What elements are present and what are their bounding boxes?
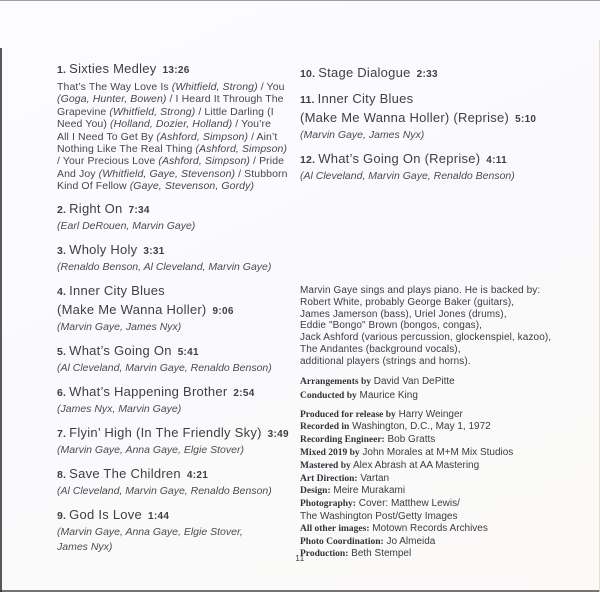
credit-label: All other images: [300,523,370,534]
track-writers: (Al Cleveland, Marvin Gaye, Renaldo Benson) [57,484,272,497]
track-writers: (Al Cleveland, Marvin Gaye, Renaldo Benson) [57,361,272,374]
track-number: 7. [57,427,67,440]
track-title-line [57,424,303,443]
track-writers: (James Nyx, Marvin Gaye) [57,402,182,415]
credit-value: Cover: Matthew Lewis/ [358,498,460,510]
tracklist-right-column [300,64,552,561]
track-duration: 5:41 [177,346,199,358]
personnel-line: James Jamerson (bass), Uriel Jones (drums), [300,308,507,320]
credit-line [300,485,552,498]
credit-line [300,460,552,473]
medley-writers: (Ashford, Simpson) [158,155,251,168]
medley-writers: (Holland, Dozier, Holland) [109,118,233,131]
track-subtitle: (Make Me Wanna Holler) (Reprise) [300,110,510,125]
track-writers: (Marvin Gaye, James Nyx) [57,320,182,333]
track-subtitle: (Make Me Wanna Holler) [57,301,207,317]
track-entry [57,424,303,458]
track-number: 3. [57,244,67,257]
track-entry [57,342,303,376]
medley-line [57,168,303,180]
track-writers: (Renaldo Benson, Al Cleveland, Marvin Gaye) [57,260,272,273]
track-title: What’s Going On (Reprise) [318,151,481,166]
track-entry [57,465,303,499]
medley-writers: (Ashford, Simpson) [156,130,249,143]
credit-label: Conducted by [300,390,357,401]
medley-song-title: / Little Darling (I [195,105,274,118]
track-writers: (Marvin Gaye, James Nyx) [300,129,425,141]
medley-writers: (Goga, Hunter, Bowen) [57,93,167,106]
medley-song-title: And Joy [57,167,99,180]
credit-value: Motown Records Archives [372,522,488,534]
track-writers: (Marvin Gaye, Anna Gaye, Elgie Stover, [57,525,243,538]
track-title: Inner City Blues [317,91,414,106]
credit-line [300,523,552,536]
track-title-line [57,241,303,260]
arrangement-credits [300,375,552,403]
track-entry [57,506,303,555]
personnel-line: additional players (strings and horns). [300,355,471,367]
track-number: 2. [57,203,67,216]
credit-value-continued: The Washington Post/Getty Images [300,510,458,522]
credit-label: Photo Coordination: [300,536,384,547]
medley-writers: (Gaye, Stevenson, Gordy) [129,180,255,193]
track-title: Flyin’ High (In The Friendly Sky) [69,424,262,440]
track-duration: 4:11 [486,155,507,166]
track-title: What’s Happening Brother [69,383,228,399]
track-duration: 5:10 [515,114,537,125]
credit-line [300,421,552,434]
personnel-line: Robert White, probably George Baker (guitars), [300,296,515,308]
medley-song-title: Kind Of Fellow [57,180,130,193]
track-title: Stage Dialogue [318,65,411,80]
credit-value: Alex Abrash at AA Mastering [352,459,480,471]
credit-value: Beth Stempel [351,548,412,560]
credit-value: David Van DePitte [373,375,455,387]
track-number: 9. [57,509,67,522]
track-duration: 13:26 [162,65,190,76]
personnel-note [300,285,552,368]
track-title: Right On [69,200,123,216]
track-title: Wholy Holy [69,241,138,257]
track-writers: (Al Cleveland, Marvin Gaye, Renaldo Benson) [300,170,515,182]
credit-line [300,434,552,447]
credit-label: Production: [300,549,349,560]
medley-writers: (Whitfield, Strong) [109,105,196,118]
medley-line [57,93,303,105]
track-title-line [57,200,303,219]
track-title-line [300,90,552,109]
scan-edge-left [0,48,2,592]
track-writers: James Nyx) [57,540,113,553]
personnel-line: The Andantes (background vocals), [300,343,461,355]
credit-value: Vartan [360,472,390,484]
medley-song-title: / Pride [250,155,285,168]
medley-song-title: Nothing Like The Real Thing [57,143,196,156]
credit-label: Mastered by [300,460,351,471]
medley-song-title: / You’re [232,118,272,131]
medley-line [57,180,303,192]
credit-line [300,409,552,422]
credit-line [300,447,552,460]
track-duration: 3:49 [267,428,289,440]
track-subtitle-line [300,109,552,128]
track-duration: 9:06 [212,305,234,317]
track-duration: 7:34 [128,204,150,216]
track-title: Sixties Medley [69,61,157,76]
credit-value: John Morales at M+M Mix Studios [362,446,514,458]
credit-label: Recorded in [300,422,350,433]
personnel-line: Eddie "Bongo" Brown (bongos, congas), [300,320,483,332]
track-duration: 2:54 [233,387,255,399]
credit-line [300,389,552,403]
track-entry [57,241,303,275]
track-entry [57,383,303,417]
credit-value: Washington, D.C., May 1, 1972 [352,421,491,433]
track-number: 6. [57,386,67,399]
medley-song-title: All I Need To Get By [57,130,157,143]
credit-label: Mixed 2019 by [300,447,360,458]
medley-line [57,131,303,143]
credit-line [300,536,552,549]
track-number: 4. [57,285,67,298]
credit-value: Maurice King [359,389,418,401]
medley-song-title: / You [257,81,285,93]
track-duration: 2:33 [416,69,438,80]
credit-value: Harry Weinger [398,408,463,420]
medley-writers: (Whitfield, Strong) [171,81,258,93]
track-title-line [57,342,303,361]
medley-line [57,155,303,167]
track-entry [300,90,552,143]
track-title-line [300,64,552,83]
track-writers: (Marvin Gaye, Anna Gaye, Elgie Stover) [57,443,244,456]
track-number: 11. [300,94,315,106]
credit-label: Produced for release by [300,409,396,420]
track-number: 10. [300,68,316,80]
credit-value: Meire Murakami [333,485,406,497]
track-title-line [57,60,303,79]
medley-song-title: / I Heard It Through The [166,93,284,106]
track-entry [300,64,552,83]
tracklist-left-column [57,60,303,562]
medley-writers: (Ashford, Simpson) [195,143,288,156]
scan-edge-top [0,0,600,1]
personnel-line: Jack Ashford (various percussion, glockenspiel, kazoo), [300,332,552,344]
credit-value: Bob Gratts [387,434,436,446]
track-number: 8. [57,468,67,481]
track-title-line [57,465,303,484]
medley-song-title: / Stubborn [235,167,288,180]
page-number: 11 [295,554,305,563]
track-title-line [57,282,303,301]
medley-song-title: That’s The Way Love Is [57,81,172,93]
credit-line [300,498,552,511]
tracks-left [57,60,303,555]
production-credits [300,409,552,562]
track-title-line [57,383,303,402]
track-entry [57,200,303,234]
track-title: God Is Love [69,506,143,522]
track-title: Save The Children [69,465,181,481]
track-entry [57,60,303,193]
credit-label: Photography: [300,499,356,510]
track-title: Inner City Blues [69,282,165,298]
track-title: What’s Going On [69,342,172,358]
track-entry [300,150,552,184]
credit-line [300,473,552,486]
track-title-line [300,150,552,169]
track-duration: 4:21 [186,469,209,481]
credit-label: Design: [300,486,331,497]
credit-label: Arrangements by [300,376,371,387]
medley-song-title: / Your Precious Love [57,155,159,168]
medley-line [57,81,303,93]
medley-line [57,118,303,130]
medley-line [57,106,303,118]
medley-songs [57,81,303,193]
medley-song-title: Need You) [57,118,110,131]
personnel-line: Marvin Gaye sings and plays piano. He is backed by: [300,285,541,296]
track-title-line [57,506,303,525]
track-duration: 3:31 [143,245,165,257]
medley-song-title: Grapevine [57,105,110,118]
credit-value: Jo Almeida [386,535,436,547]
track-number: 1. [57,64,67,76]
medley-line [57,143,303,155]
track-writers: (Earl DeRouen, Marvin Gaye) [57,219,196,232]
medley-song-title: / Ain’t [248,130,278,143]
medley-writers: (Whitfield, Gaye, Stevenson) [98,167,236,180]
track-number: 12. [300,154,316,166]
track-subtitle-line [57,301,303,320]
track-entry [57,282,303,335]
credit-line [300,375,552,389]
tracks-right [300,64,552,184]
track-number: 5. [57,345,67,358]
track-duration: 1:44 [148,510,170,522]
credit-label: Art Direction: [300,473,358,484]
credit-label: Recording Engineer: [300,435,385,446]
